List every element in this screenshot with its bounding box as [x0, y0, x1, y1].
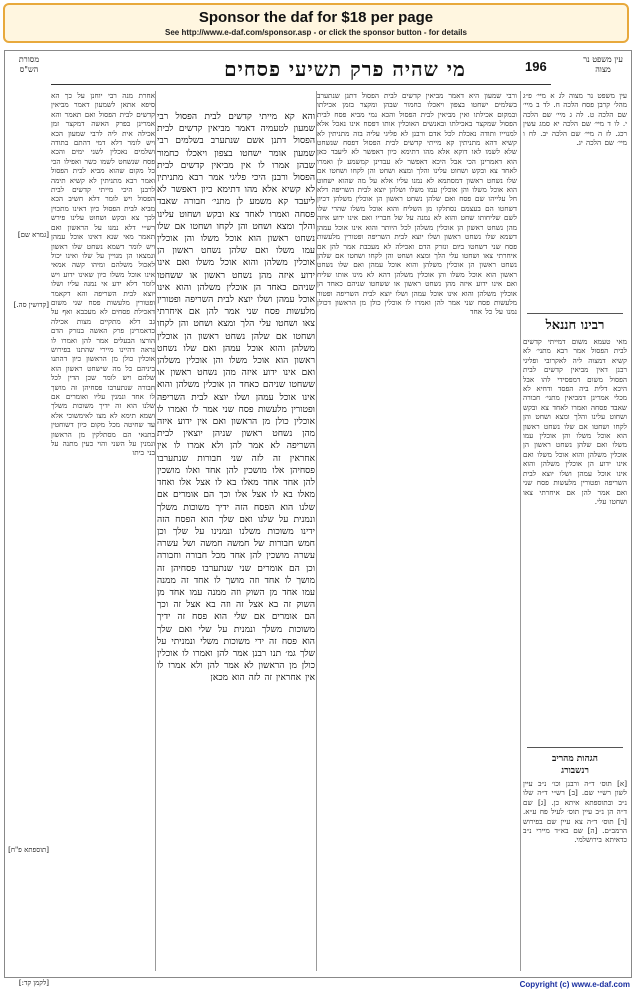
- column-divider: [155, 91, 156, 971]
- section-rule: [527, 747, 623, 748]
- page-number: 196: [525, 59, 547, 74]
- rabbeinu-chananel-column: [523, 337, 627, 737]
- hagahot-text: [א] תוס׳ ד״ה ורבנן וכו׳ נ״ב עיין לשון רש״י שם. [ב] רש״י ד״ה שלו נ״ב ובתוספתא איתא כן. [ג] שם ד״ה הן נ״ב עיין תוס׳ לעיל פח ע״א. [ד] תוס׳ ד״ה צא עיין שם בפירוש הרמב״ם. [ה] שם בא״ד מיירי נ״ב כדאיתא בירושלמי.: [523, 779, 627, 845]
- margin-note: [תוספתא פ"ח]: [8, 846, 49, 854]
- sponsor-banner-title[interactable]: Sponsor the daf for $18 per page: [198, 9, 434, 26]
- column-divider: [520, 91, 521, 971]
- margin-note: [קדושין סה.]: [13, 301, 49, 309]
- ein-mishpat-label: עין משפט נר מצוה: [583, 55, 623, 74]
- sponsor-banner-subtitle[interactable]: See http://www.e-daf.com/sponsor.asp - or click the sponsor button - for details: [165, 28, 467, 37]
- margin-note: [לקמן קד:]: [18, 979, 49, 987]
- rashi-text: ורבי שמעון היא דאמר מביאין קדשים לבית הפסול דתנן שנתערב בשלמים ישחטו בצפון ויאכלו כחמור שבהן ומקצר בזמן אכילתו ובמקום אכילתו ואין מביאין לבית הפסול והכא נמי מביא פסח לבית הפסול שמקצר באכילתו ובאנשים האוכלין אותו דפסח אינו נאכל אלא למנוייו ותודה נאכלת לכל אדם ורבנן לא פליגי עליה בזה מתניתין לא קשיא דהא מתניתין קא מייתי קדשים לבית הפסול דפסח שנשחט שלא לשמו לאו דוקא אלא מהו דתימא כיון דאפשר לא ליעבד כאן הוא דאמרינן הכי אבל היכא דאפשר לא עבדינן קמשמע לן ואמרו לאחד צא ובקש ושחוט עלינו והלך ומצא ושחט והן לקחו ושחטו אם שלו נשחט ראשון דמסתמא לא נמנו עליו אלא על מה שהוא ישחוט הוא אוכל משלו והן אוכלין עמו משלו ושלהן יוצא לבית השריפה דלא חל עלייהו שם פסח ואם שלהן נשחט ראשון הן אוכלין משלהן דכיון דשחטו הם בעצמם נסתלקו מן השליח והוא אוכל משלו שהרי שלו לשם שליחותו שחט והוא לא נמנה על של חבריו ואם אינו ידוע איזה מהן נשחט ראשון הן אוכלין משלהן לכל היותר והוא אינו אוכל עמהן דשמא שלו נשחט ראשון ושלו יוצא לבית השריפה ופטורין מלעשות פסח שני דשחטו ביום ונזרק הדם ואכילה לא מעכבת אמר להן אם איחרתי צאו ושחטו עלי הלך ומצא ושחט והן לקחו ושחטו אם שלהן נשחט ראשון הן אוכלין משלהן והוא אוכל עמהן ואם שלו נשחט ראשון הוא אוכל משלו והן אוכלין משלהן דהא לא מינו אותו שליח ואם אינו ידוע איזה מהן נשחט ראשון או ששחטו שניהם כאחד הן אוכלין משלהן והוא אינו אוכל עמהן ושלו יוצא לבית השריפה ופטור מלעשות פסח שני אמר להן ואמרו לו אוכלין כולן מן הראשון דכולן נמנו על כל אחד: [317, 91, 517, 317]
- gemara-text: והא קא מייתי קדשים לבית הפסול רבי שמעון לטעמיה דאמר מביאין קדשים לבית הפסול דתנן אשם שנתערב בשלמים רבי שמעון אומר ישחטו בצפון ויאכלו כחמור שבהן אמרו לו אין מביאין קדשים לבית הפסול ורבנן היכי פליגי אמר רבא מתניתין לא קשיא אלא מהו דתימא כיון דאפשר לא ליעבד קא משמע לן מתני׳ חבורה שאבד פסחה ואמרו לאחד צא ובקש ושחוט עלינו והלך ומצא ושחט והן לקחו ושחטו אם שלו נשחט ראשון הוא אוכל משלו והן אוכלין עמו משלו ואם שלהן נשחט ראשון הן אוכלין משלהן והוא אוכל משלו ואם אינו ידוע איזה מהן נשחט ראשון או ששחטו שניהם כאחד הן אוכלין משלהן והוא אינו אוכל עמהן ושלו יוצא לבית השריפה ופטורין מלעשות פסח שני אמר להן אם איחרתי צאו ושחטו עלי הלך ומצא ושחט והן לקחו ושחטו אם שלהן נשחט ראשון הן אוכלין משלהן והוא אוכל עמהן ואם שלו נשחט ראשון הוא אוכל משלו והן אוכלין משלהן ואם אינו ידוע איזה מהן נשחט ראשון או ששחטו שניהם כאחד הן אוכלין משלהן והוא אינו אוכל עמהן ושלו יוצא לבית השריפה ופטורין מלעשות פסח שני אמר לו ואמרו לו אוכלין כולן מן הראשון ואם אין ידוע איזה מהן נשחט ראשון שניהן יוצאין לבית השריפה לא אמר להן ולא אמרו לו אין אחראין זה לזה שני חבורות שנתערבו פסחיהן אלו מושכין להן אחד ואלו מושכין להן אחד אחד מאלו בא לו אצל אלו ואחד מאלו בא לו אצל אלו וכך הם אומרים אם שלנו הוא הפסח הזה ידיך משוכות משלך ונמנית על שלנו ואם שלך הוא הפסח הזה ידינו משוכות משלנו ונמנינו על שלך וכן חמש חבורות של חמשה חמשה ושל עשרה עשרה מושכין להן אחד מכל חבורה וחבורה וכן הם אומרים שני שנתערבו פסחיהן זה מושך לו אחד וזה מושך לו אחד זה ממנה עמו אחד מן השוק וזה ממנה עמו אחד מן השוק זה בא אצל זה וזה בא אצל זה וכך הם אומרים אם שלי הוא פסח זה ידיך משוכות משלך ונמנית על שלי ואם שלך הוא פסח זה ידי משוכות משלי ונמניתי על שלך גמ׳ תנו רבנן אמר להן ואמרו לו אוכלין כולן מן הראשון לא אמר להן ולא אמרו לו אין אחראין זה לזה הוא מכאן: [157, 112, 315, 684]
- header-rule: [51, 84, 551, 85]
- hagahot-title: הגהות מהריב: [552, 754, 598, 764]
- rashi-column: [317, 91, 517, 971]
- section-rule: [527, 313, 623, 314]
- rabbeinu-chananel-text: מאי טעמא משום דמייתי קדשים לבית הפסול אמר רבא מתני׳ לא קשיא דמצוה ליה לאקרובי ופליגי רבנן דאין מביאין קדשים לבית הפסול משום דמפסידי להו אבל היכא דלית ביה הפסד ודחיא לא מכלי אמרינן דמביאין מתני׳ חבורה שאבד פסחה ואמרו לאחד צא ובקש ושחוט עלינו והלך ומצא ושחט והן לקחו ושחטו אם שלו נשחט ראשון הוא אוכל משלו והן אוכלין עמו משלו ואם שלהן נשחט ראשון הן אוכלין משלהן והוא אוכל משלו ואם אינו ידוע הן אוכלין משלהן והוא אינו אוכל עמהן ושלו יוצא לבית השריפה ופטורין מלעשות פסח שני ואם אמר להן אם איחרתי צאו ושחטו עלי.: [523, 337, 627, 506]
- hagahot-subtitle: רנשבורג: [561, 766, 589, 776]
- running-head: מי שהיה פרק תשיעי פסחים: [224, 57, 466, 81]
- margin-note: [גמרא שם]: [17, 231, 49, 239]
- page-header: [5, 51, 631, 85]
- masoret-hashas-label: מסורת הש"ס: [18, 55, 40, 74]
- rabbeinu-chananel-title: רבינו חננאל: [545, 318, 605, 333]
- ein-mishpat-text: עין משפט נר מצוה לג א מיי׳ פ״ג מהל׳ קרבן פסח הלכה ח. לד ב מיי׳ שם הלכה ט. לה ג מיי׳ שם הלכה י. לו ד מיי׳ שם הלכה יא סמג עשין רכג. לז ה מיי׳ שם הלכה יב. לח ו מיי׳ שם הלכה יג.: [523, 91, 627, 148]
- gemara-column: [157, 111, 315, 947]
- hagahot-column: [523, 779, 627, 969]
- sponsor-banner[interactable]: [3, 3, 629, 43]
- ein-mishpat-column: [523, 91, 627, 261]
- copyright-link[interactable]: Copyright (c) www.e-daf.com: [519, 980, 630, 989]
- tosafot-column: [51, 91, 155, 971]
- left-margin: [7, 91, 49, 987]
- tosafot-text: אחרת מנה רבי יוחנן על כך הא סיפא אתאן לשמעון דאמר מביאין קדשים לבית הפסול ואם תאמר והא אמרינן בפרק האשה דמקצר זמן אכילה אית ליה לרבי שמעון הכא ויש לומר דלא דמי דהתם בתודה ושלמים נאכלין לשני ימים והכא פסח שנשחט לשמו כשר ואפילו הכי כל מקום שהוא מביא לבית הפסול ואמר רבא מתניתין לא קשיא תימה לרבנן היכי מייתי קדשים לבית הפסול ויש לומר דלא חשיב הכא מביא לבית הפסול כיון דאינו מתכוין לכך צא ובקש ושחוט עלינו פירש רש״י דלא נמנו על הראשון ואם תאמר מאי שנא דאינו אוכל עמהן ויש לומר דשמא נשחט שלו ראשון ונמצאו הן מנויין על שלו ואינו יכול לאכול משלהם ומיהו קשה אמאי אינו אוכל משלו כיון שאינו ידוע ויש לומר דלא ידע אי נמנה עליו ושלו יוצא לבית השריפה והא דקאמר ופטורין מלעשות פסח שני משום דאכילת פסחים לא מעכבא ואף על גב דלא מתקיים מצות אכילה כדאמרינן פרק האשה בנזרק הדם הורצו הבעלים אמר להן ואמרו לו נראה דהיינו מיירי שהתנו בפירוש אוכלין כולן מן הראשון כיון דהתנו ביניהם כל מה שישחט ראשון הוא שלהם ויש לומר שכן הדין לכל חבורה שנתערבו פסחיהן זה מושך לו אחד ונמנין עליו ואומרים אם שלנו הוא זה ידיך משוכות משלך ושמא תימא לא מצו לאימשוכי אלא עד שחיטה מכל מקום כיון דשוחטין בתנאי הם מסתלקין מן הראשון ונמנין על השני והוי כעין מתנה על בני ביתו: [51, 91, 155, 458]
